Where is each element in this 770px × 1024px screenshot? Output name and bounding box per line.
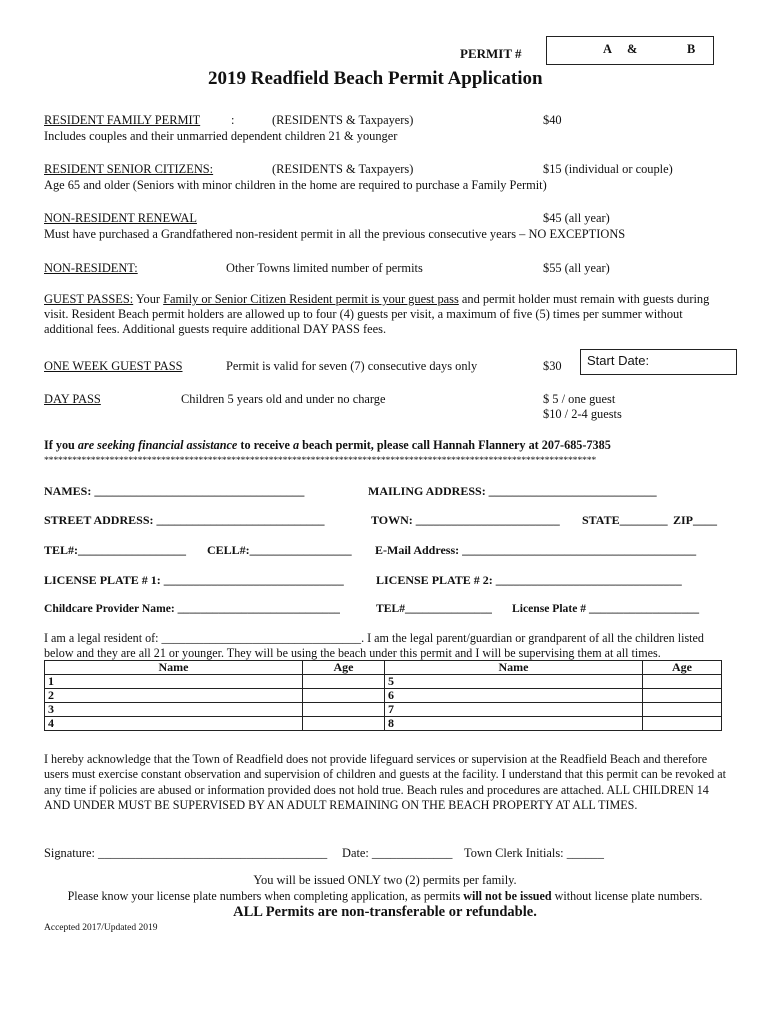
table-row xyxy=(45,703,722,717)
resident-senior-eligibility: (RESIDENTS & Taxpayers) xyxy=(272,162,414,176)
license-plate-1-field[interactable]: LICENSE PLATE # 1: ______________________________ xyxy=(44,573,344,587)
resident-family-label: RESIDENT FAMILY PERMIT xyxy=(44,113,201,127)
child-age-cell[interactable] xyxy=(643,703,722,717)
residency-statement: I am a legal resident of: _________________________________. I am the legal parent/guardian or grandparent of all the children listed below and they are all 21 or younger. They will be using the beach under this permit and I will be supervising them at all times. xyxy=(44,631,704,660)
assistance-text-a: If you xyxy=(44,438,78,452)
cell-field[interactable]: CELL#:_________________ xyxy=(207,543,352,557)
page-title: 2019 Readfield Beach Permit Application xyxy=(208,68,543,89)
guest-passes-text-underlined: Family or Senior Citizen Resident permit is your guest pass xyxy=(163,292,459,306)
childcare-tel-field[interactable]: TEL#_______________ xyxy=(376,602,492,615)
table-row xyxy=(45,675,722,689)
child-name-cell[interactable]: 3 xyxy=(45,703,303,717)
nonresident-price: $55 (all year) xyxy=(543,261,610,275)
column-header-name: Name xyxy=(385,661,643,675)
permit-box-a: A xyxy=(603,42,612,56)
clerk-initials-field[interactable]: Town Clerk Initials: ______ xyxy=(464,846,604,860)
day-pass-label: DAY PASS xyxy=(44,392,101,406)
day-pass-description: Children 5 years old and under no charge xyxy=(181,392,386,406)
permit-type-box[interactable] xyxy=(546,36,714,65)
resident-family-colon: : xyxy=(231,113,235,127)
guest-passes-text-b: and permit holder must remain with guests during visit. Resident Beach permit holders are allowed up to four (4) guests per visit, a maximum of five (5) times per summer without additional fees. Additional guests require additional DAY PASS fees. xyxy=(44,292,710,337)
nonresident-renewal-note: Must have purchased a Grandfathered non-resident permit in all the previous consecutive years – NO EXCEPTIONS xyxy=(44,227,626,241)
child-age-cell[interactable] xyxy=(303,717,385,731)
child-age-cell[interactable] xyxy=(643,675,722,689)
childcare-plate-field[interactable]: License Plate # ___________________ xyxy=(512,602,700,615)
guest-passes-label: GUEST PASSES: xyxy=(44,292,134,306)
permit-number-label: PERMIT # xyxy=(460,46,522,61)
asterisk-divider: ********************************************************************************************************************** xyxy=(44,455,597,466)
child-age-cell[interactable] xyxy=(643,689,722,703)
start-date-field[interactable] xyxy=(580,349,737,375)
child-name-cell[interactable]: 1 xyxy=(45,675,303,689)
resident-senior-label: RESIDENT SENIOR CITIZENS: xyxy=(44,162,214,176)
assistance-text-italic: are seeking financial assistance xyxy=(77,438,238,452)
resident-family-price: $40 xyxy=(543,113,562,127)
nonresident-eligibility: Other Towns limited number of permits xyxy=(226,261,423,275)
children-table-header xyxy=(45,661,722,675)
state-field[interactable]: STATE________ xyxy=(582,513,668,527)
children-table xyxy=(44,660,722,731)
resident-family-note: Includes couples and their unmarried dependent children 21 & younger xyxy=(44,129,398,143)
accepted-updated-note: Accepted 2017/Updated 2019 xyxy=(44,923,158,933)
nonresident-renewal-price: $45 (all year) xyxy=(543,211,610,225)
street-address-field[interactable]: STREET ADDRESS: ____________________________ xyxy=(44,513,325,527)
town-field[interactable]: TOWN: ________________________ xyxy=(371,513,560,527)
zip-field[interactable]: ZIP____ xyxy=(673,513,718,527)
non-transferable-note: ALL Permits are non-transferable or refundable. xyxy=(233,904,537,920)
permit-box-b: B xyxy=(687,42,696,56)
child-name-cell[interactable]: 2 xyxy=(45,689,303,703)
assistance-text-c: beach permit, please call Hannah Flannery at 207-685-7385 xyxy=(299,438,611,452)
license-plate-note xyxy=(0,889,770,903)
tel-field[interactable]: TEL#:__________________ xyxy=(44,543,187,557)
table-row xyxy=(45,717,722,731)
child-name-cell[interactable]: 7 xyxy=(385,703,643,717)
assistance-text-italic2: a xyxy=(292,438,300,452)
guest-passes-paragraph xyxy=(44,292,729,338)
signature-field[interactable]: Signature: _____________________________________ xyxy=(44,846,328,860)
child-name-cell[interactable]: 8 xyxy=(385,717,643,731)
column-header-age: Age xyxy=(643,661,722,675)
resident-senior-price: $15 (individual or couple) xyxy=(543,162,673,176)
guest-passes-text-a: Your xyxy=(135,292,164,306)
day-pass-price-group: $10 / 2-4 guests xyxy=(543,407,622,421)
permit-limit-note: You will be issued ONLY two (2) permits per family. xyxy=(253,873,517,887)
week-pass-label: ONE WEEK GUEST PASS xyxy=(44,359,183,373)
start-date-label: Start Date: xyxy=(587,353,650,368)
permit-box-ampersand: & xyxy=(627,42,638,56)
childcare-provider-field[interactable]: Childcare Provider Name: ____________________________ xyxy=(44,602,340,615)
acknowledgement-paragraph: I hereby acknowledge that the Town of Readfield does not provide lifeguard services or supervision at the Readfield Beach and therefore users must exercise constant observation and supervision of children and guests at the facility. I understand that this permit can be revoked at any time if policies are abused or information provided does not hold true. Beach rules and procedures are attached. ALL CHILDREN 14 AND UNDER MUST BE SUPERVISED BY AN ADULT REMAINING ON THE BEACH PROPERTY AT ALL TIMES. xyxy=(44,752,726,813)
day-pass-price-one: $ 5 / one guest xyxy=(543,392,616,406)
column-header-name: Name xyxy=(45,661,303,675)
child-name-cell[interactable]: 4 xyxy=(45,717,303,731)
assistance-text-b: to receive xyxy=(237,438,293,452)
child-age-cell[interactable] xyxy=(643,717,722,731)
mailing-address-field[interactable]: MAILING ADDRESS: ____________________________ xyxy=(368,484,657,498)
child-name-cell[interactable]: 6 xyxy=(385,689,643,703)
nonresident-label: NON-RESIDENT: xyxy=(44,261,138,275)
financial-assistance-line xyxy=(44,438,611,452)
license-note-text-b: without license plate numbers. xyxy=(551,889,703,903)
license-note-bold: will not be issued xyxy=(463,889,552,903)
week-pass-price: $30 xyxy=(543,359,562,373)
resident-family-eligibility: (RESIDENTS & Taxpayers) xyxy=(272,113,414,127)
license-note-text-a: Please know your license plate numbers when completing application, as permits xyxy=(67,889,464,903)
child-name-cell[interactable]: 5 xyxy=(385,675,643,689)
resident-senior-note: Age 65 and older (Seniors with minor children in the home are required to purchase a Family Permit) xyxy=(44,178,547,192)
child-age-cell[interactable] xyxy=(303,689,385,703)
child-age-cell[interactable] xyxy=(303,675,385,689)
email-field[interactable]: E-Mail Address: _______________________________________ xyxy=(375,543,697,557)
column-header-age: Age xyxy=(303,661,385,675)
child-age-cell[interactable] xyxy=(303,703,385,717)
week-pass-description: Permit is valid for seven (7) consecutive days only xyxy=(226,359,478,373)
nonresident-renewal-label: NON-RESIDENT RENEWAL xyxy=(44,211,197,225)
table-row xyxy=(45,689,722,703)
names-field[interactable]: NAMES: ___________________________________ xyxy=(44,484,305,498)
license-plate-2-field[interactable]: LICENSE PLATE # 2: _______________________________ xyxy=(376,573,682,587)
date-field[interactable]: Date: _____________ xyxy=(342,846,453,860)
